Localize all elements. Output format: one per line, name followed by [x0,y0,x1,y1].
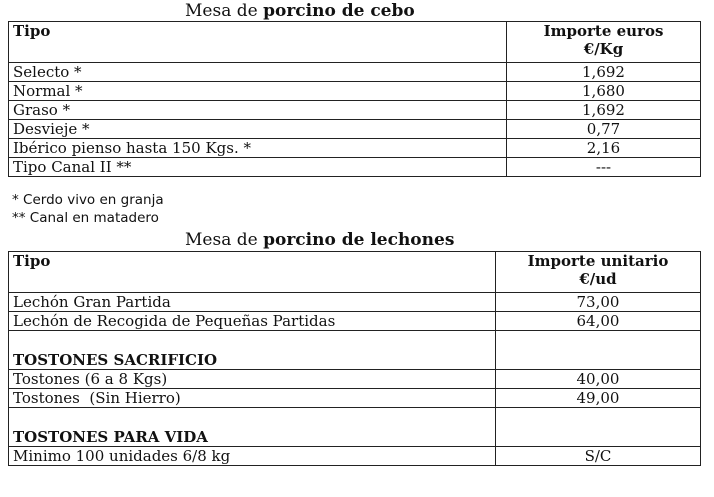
cell-tipo: Tostones (6 a 8 Kgs) [9,370,496,389]
cell-tipo: Lechón Gran Partida [9,293,496,312]
table-row [9,447,701,466]
cell-importe: 49,00 [496,389,701,408]
header-importe-line2: €/ud [579,270,617,288]
cebo-title-bold: porcino de cebo [263,1,415,21]
lechones-title [185,230,454,250]
cell-importe: S/C [496,447,701,466]
cebo-table [8,21,701,177]
cell-importe: 73,00 [496,293,701,312]
table-row [9,63,701,82]
section-empty-cell [496,408,701,447]
cell-tipo: Tostones (Sin Hierro) [9,389,496,408]
cell-importe: --- [507,158,701,177]
note-canal: ** Canal en matadero [12,210,159,226]
table-row [9,312,701,331]
table-row [9,158,701,177]
header-importe-line2: €/Kg [583,40,624,58]
table-header-row [9,252,701,293]
section-row [9,331,701,370]
cebo-title-prefix: Mesa de [185,1,258,21]
table-row [9,82,701,101]
table-header-row [9,22,701,63]
cell-tipo: Minimo 100 unidades 6/8 kg [9,447,496,466]
section-sacrificio-label: TOSTONES SACRIFICIO [13,351,218,369]
header-importe [507,22,701,63]
section-vida-cell [9,408,496,447]
table-row [9,120,701,139]
cell-tipo: Normal * [9,82,507,101]
cell-importe: 2,16 [507,139,701,158]
cell-importe: 64,00 [496,312,701,331]
lechones-table [8,251,701,466]
section-sacrificio-cell [9,331,496,370]
table-row [9,389,701,408]
section-empty-cell [496,331,701,370]
header-importe [496,252,701,293]
cell-tipo: Ibérico pienso hasta 150 Kgs. * [9,139,507,158]
header-tipo: Tipo [9,252,496,293]
cell-importe: 1,680 [507,82,701,101]
note-cerdo-vivo: * Cerdo vivo en granja [12,192,164,208]
cell-importe: 1,692 [507,63,701,82]
cebo-title [185,1,415,21]
cell-importe: 40,00 [496,370,701,389]
cell-importe: 1,692 [507,101,701,120]
table-row [9,293,701,312]
header-importe-line1: Importe unitario [527,252,669,270]
lechones-title-bold: porcino de lechones [263,230,455,250]
header-importe-line1: Importe euros [543,22,664,40]
cell-tipo: Graso * [9,101,507,120]
cell-tipo: Tipo Canal II ** [9,158,507,177]
table-row [9,370,701,389]
table-row [9,101,701,120]
lechones-title-prefix: Mesa de [185,230,258,250]
cell-tipo: Lechón de Recogida de Pequeñas Partidas [9,312,496,331]
section-row [9,408,701,447]
section-vida-label: TOSTONES PARA VIDA [13,428,208,446]
cell-tipo: Selecto * [9,63,507,82]
cell-importe: 0,77 [507,120,701,139]
cell-tipo: Desvieje * [9,120,507,139]
table-row [9,139,701,158]
header-tipo: Tipo [9,22,507,63]
